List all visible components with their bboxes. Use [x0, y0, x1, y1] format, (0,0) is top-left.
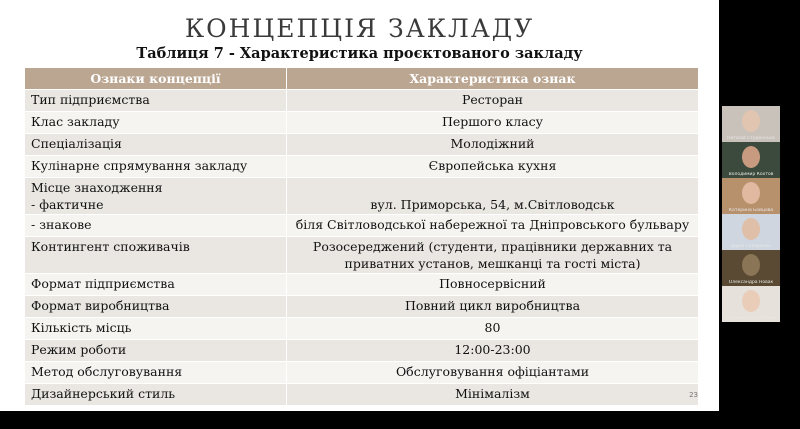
row-value: біля Світловодської набережної та Дніпровського бульвару: [287, 215, 699, 237]
table-row: [25, 134, 699, 156]
table-header-row: [25, 68, 699, 90]
row-label: Режим роботи: [25, 340, 287, 362]
row-value: Обслуговування офіціантами: [287, 362, 699, 384]
row-value: 80: [287, 318, 699, 340]
row-label: - знакове: [25, 215, 287, 237]
table-row: [25, 318, 699, 340]
participant-avatar: [742, 254, 760, 276]
table-row: [25, 156, 699, 178]
row-value: Європейська кухня: [287, 156, 699, 178]
table-row: [25, 215, 699, 237]
participant-tile[interactable]: [722, 106, 780, 142]
column-header-features: Ознаки концепції: [25, 68, 287, 90]
row-value: Ресторан: [287, 90, 699, 112]
participant-avatar: [742, 182, 760, 204]
table-row: [25, 362, 699, 384]
row-value: [287, 237, 699, 274]
participant-name: Наталія Студенська: [727, 136, 775, 141]
participant-tile[interactable]: [722, 250, 780, 286]
participant-tile[interactable]: [722, 214, 780, 250]
row-label: Формат виробництва: [25, 296, 287, 318]
table-row: [25, 274, 699, 296]
row-label-line: - фактичне: [31, 197, 104, 212]
row-label: Клас закладу: [25, 112, 287, 134]
table-row: [25, 112, 699, 134]
participant-avatar: [742, 218, 760, 240]
row-label: Дизайнерський стиль: [25, 384, 287, 406]
row-label-line: Місце знаходження: [31, 180, 163, 195]
slide-title: КОНЦЕПЦІЯ ЗАКЛАДУ: [184, 14, 535, 43]
row-value: Повний цикл виробництва: [287, 296, 699, 318]
row-label: Кулінарне спрямування закладу: [25, 156, 287, 178]
participant-name: Володимир Кохтов: [728, 172, 774, 177]
table-row: [25, 296, 699, 318]
table-row: [25, 384, 699, 406]
row-value: Першого класу: [287, 112, 699, 134]
row-label: [25, 178, 287, 215]
participants-video-panel: [719, 0, 800, 429]
concept-table: [24, 67, 699, 406]
row-label: Спеціалізація: [25, 134, 287, 156]
participant-tile[interactable]: [722, 286, 780, 322]
table-row: [25, 237, 699, 274]
table-row: [25, 90, 699, 112]
bottom-bar: [0, 411, 719, 429]
row-label: Кількість місць: [25, 318, 287, 340]
row-label: Тип підприємства: [25, 90, 287, 112]
row-label: Формат підприємства: [25, 274, 287, 296]
row-value: Повносервісний: [287, 274, 699, 296]
table-caption: Таблиця 7 - Характеристика проєктованого закладу: [136, 45, 583, 62]
participant-tile[interactable]: [722, 142, 780, 178]
row-value-line: Розосереджений (студенти, працівники державних та: [312, 239, 673, 254]
table-row: [25, 340, 699, 362]
row-value-line: приватних установ, мешканці та гості міста): [344, 256, 641, 271]
row-value: Мінімалізм: [287, 384, 699, 406]
slide-page-number: 23: [689, 391, 698, 399]
row-value: 12:00-23:00: [287, 340, 699, 362]
table-row: [25, 178, 699, 215]
row-value: вул. Приморська, 54, м.Світловодськ: [287, 178, 699, 215]
participant-name: Владислав Дзюбенко: [725, 316, 777, 321]
participant-avatar: [742, 110, 760, 132]
column-header-characteristics: Характеристика ознак: [287, 68, 699, 90]
row-label: Контингент споживачів: [25, 237, 287, 274]
participant-avatar: [742, 146, 760, 168]
participant-name: Олександра Новак: [728, 280, 774, 285]
participant-name: Катерина Бойцова: [728, 208, 774, 213]
participant-avatar: [742, 290, 760, 312]
participant-tile[interactable]: [722, 178, 780, 214]
row-value: Молодіжний: [287, 134, 699, 156]
participant-name: Дарія Скляренко: [731, 244, 771, 249]
row-label: Метод обслуговування: [25, 362, 287, 384]
